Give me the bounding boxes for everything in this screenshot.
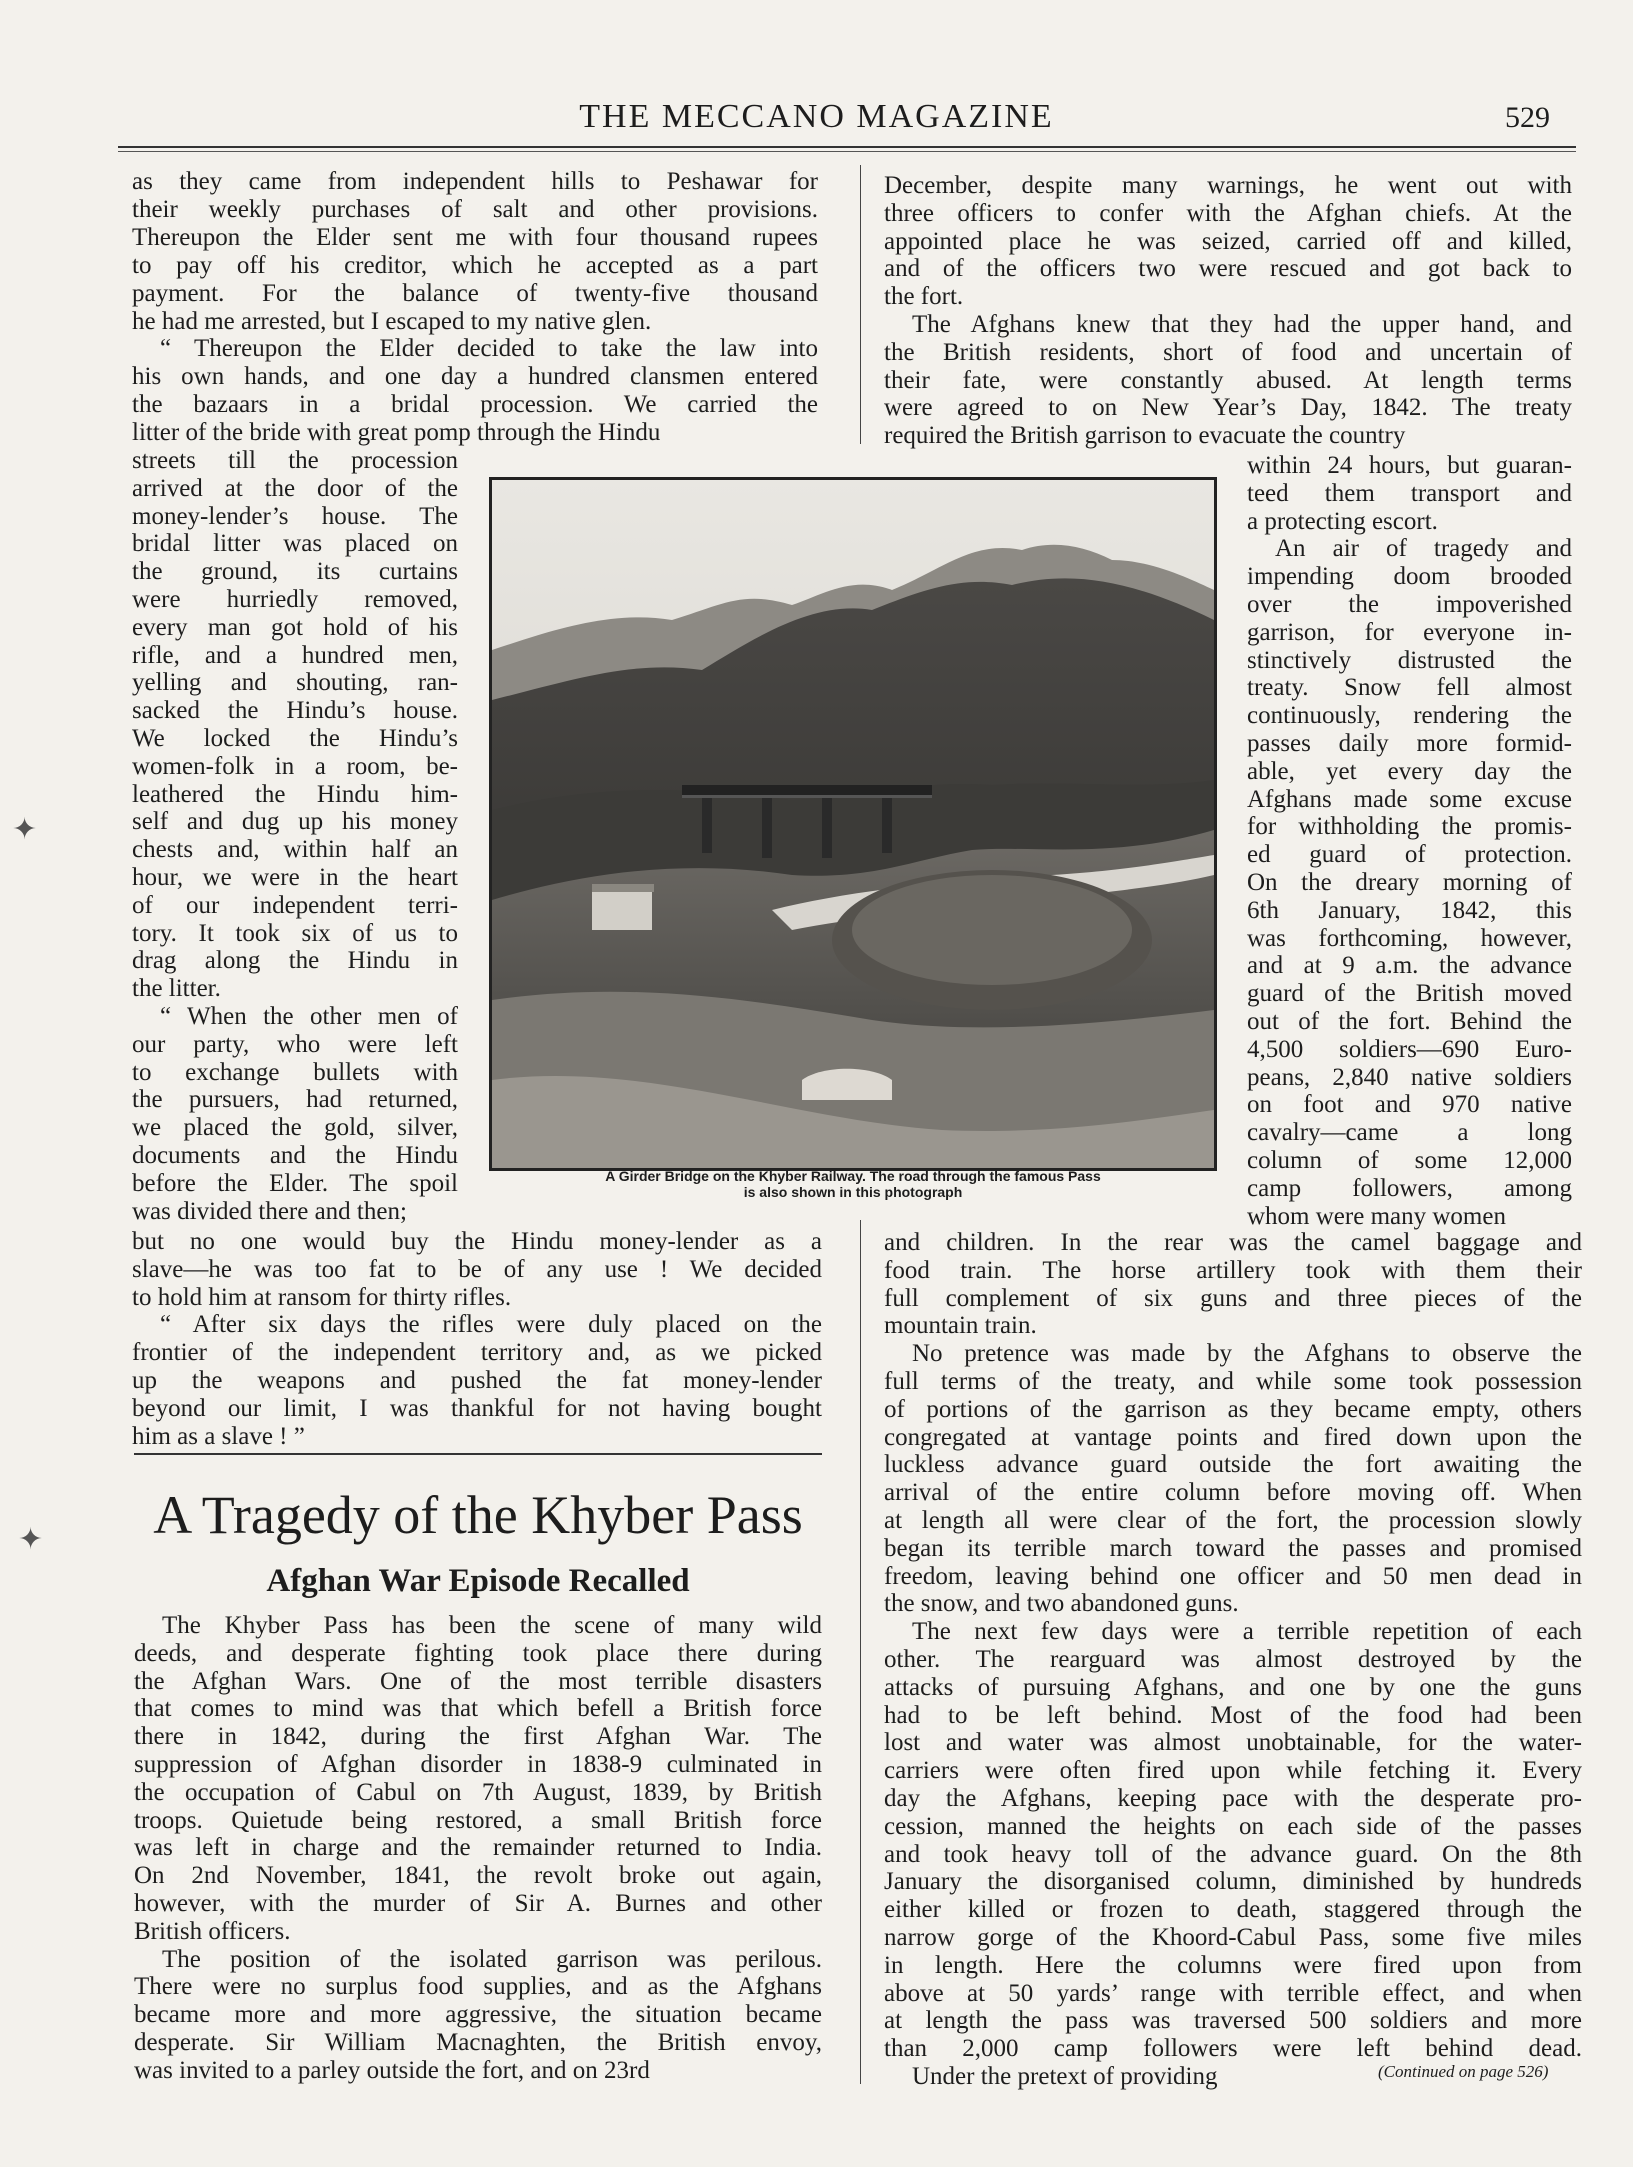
text-line: food train. The horse artillery took with them their: [884, 1256, 1582, 1284]
text-line: continuously, rendering the: [1247, 702, 1572, 730]
text-line: narrow gorge of the Khoord-Cabul Pass, some five miles: [884, 1924, 1582, 1951]
text-line: luckless advance guard outside the fort awaiting the: [884, 1451, 1582, 1479]
text-line: as they came from independent hills to Peshawar for: [132, 168, 818, 195]
text-line: troops. Quietude being restored, a small British force: [134, 1806, 822, 1834]
text-line: stinctively distrusted the: [1247, 646, 1572, 674]
text-line: tory. It took six of us to: [132, 919, 458, 947]
text-line: out of the fort. Behind the: [1247, 1008, 1572, 1035]
text-line: frontier of the independent territory and, as we picked: [132, 1339, 822, 1367]
magazine-title: THE MECCANO MAGAZINE: [579, 98, 1054, 135]
text-line: we placed the gold, silver,: [132, 1114, 458, 1142]
text-line: at length all were clear of the fort, the procession slowly: [884, 1507, 1582, 1534]
header-rule: [118, 146, 1576, 148]
text-line: on foot and 970 native: [1247, 1091, 1572, 1119]
text-line: garrison, for everyone in-: [1247, 618, 1572, 646]
page-number: 529: [1505, 101, 1550, 134]
text-line: and of the officers two were rescued and got back to: [884, 255, 1572, 283]
text-line: that comes to mind was that which befell a British force: [134, 1695, 822, 1723]
text-line: had to be left behind. Most of the food had been: [884, 1701, 1582, 1729]
text-line: there in 1842, during the first Afghan War. The: [134, 1723, 822, 1751]
text-line: sacked the Hindu’s house.: [132, 697, 458, 725]
text-line: streets till the procession: [132, 447, 458, 474]
text-line: “ After six days the rifles were duly placed on the: [160, 1311, 822, 1339]
text-line: the British residents, short of food and uncertain of: [884, 338, 1572, 366]
text-line: him as a slave ! ”: [132, 1422, 305, 1450]
text-line: 4,500 soldiers—690 Euro-: [1247, 1035, 1572, 1063]
text-line: the occupation of Cabul on 7th August, 1839, by British: [134, 1778, 822, 1806]
text-line: the snow, and two abandoned guns.: [884, 1590, 1239, 1618]
photo-caption: [489, 1168, 1217, 1200]
text-line: drag along the Hindu in: [132, 947, 458, 975]
text-line: for withholding the promis-: [1247, 813, 1572, 841]
caption-line-2: is also shown in this photograph: [743, 1184, 963, 1200]
text-line: of our independent terri-: [132, 891, 458, 919]
text-line: either killed or frozen to death, staggered through the: [884, 1896, 1582, 1924]
article-subtitle: Afghan War Episode Recalled: [266, 1563, 690, 1599]
text-line: full complement of six guns and three pieces of the: [884, 1284, 1582, 1312]
text-line: chests and, within half an: [132, 836, 458, 864]
text-line: able, yet every day the: [1247, 757, 1572, 785]
column-divider-lower: [860, 1220, 861, 2084]
text-line: however, with the murder of Sir A. Burnes and other: [134, 1890, 822, 1917]
text-line: his own hands, and one day a hundred clansmen entered: [132, 363, 818, 391]
text-line: January the disorganised column, diminished by hundreds: [884, 1868, 1582, 1896]
text-line: day the Afghans, keeping pace with the desperate pro-: [884, 1785, 1582, 1812]
text-line: within 24 hours, but guaran-: [1247, 452, 1572, 479]
text-line: and took heavy toll of the advance guard. On the 8th: [884, 1840, 1582, 1868]
text-line: ed guard of protection.: [1247, 841, 1572, 869]
text-line: but no one would buy the Hindu money-lender as a: [132, 1228, 822, 1255]
text-line: their weekly purchases of salt and other provisions.: [132, 195, 818, 223]
text-line: payment. For the balance of twenty-five thousand: [132, 279, 818, 307]
text-line: were agreed to on New Year’s Day, 1842. The treaty: [884, 394, 1572, 422]
text-line: arrived at the door of the: [132, 474, 458, 502]
text-line: were hurriedly removed,: [132, 586, 458, 613]
text-line: our party, who were left: [132, 1030, 458, 1058]
article-title: A Tragedy of the Khyber Pass: [153, 1485, 803, 1545]
text-line: in length. Here the columns were fired upon from: [884, 1951, 1582, 1979]
text-line: whom were many women: [1247, 1202, 1506, 1230]
text-line: women-folk in a room, be-: [132, 752, 458, 780]
text-line: freedom, leaving behind one officer and 50 men dead in: [884, 1562, 1582, 1590]
text-line: he had me arrested, but I escaped to my native glen.: [132, 307, 652, 335]
text-line: of portions of the garrison as they became empty, others: [884, 1395, 1582, 1423]
text-line: appointed place he was seized, carried off and killed,: [884, 227, 1572, 255]
text-line: congregated at vantage points and fired down upon the: [884, 1423, 1582, 1451]
text-line: at length the pass was traversed 500 soldiers and more: [884, 2007, 1582, 2035]
text-line: peans, 2,840 native soldiers: [1247, 1063, 1572, 1091]
text-line: the ground, its curtains: [132, 558, 458, 586]
text-line: was divided there and then;: [132, 1197, 407, 1225]
text-line: full terms of the treaty, and while some took possession: [884, 1368, 1582, 1395]
text-line: slave—he was too fat to be of any use ! We decided: [132, 1255, 822, 1283]
text-line: cession, manned the heights on each side of the passes: [884, 1812, 1582, 1840]
text-line: rifle, and a hundred men,: [132, 641, 458, 669]
text-line: “ Thereupon the Elder decided to take the law into: [160, 335, 818, 363]
text-line: than 2,000 camp followers were left behind dead.: [884, 2035, 1582, 2063]
text-line: beyond our limit, I was thankful for not having bought: [132, 1394, 822, 1422]
text-line: camp followers, among: [1247, 1174, 1572, 1202]
text-line: Afghans made some excuse: [1247, 785, 1572, 813]
text-line: desperate. Sir William Macnaghten, the British envoy,: [134, 2029, 822, 2056]
text-line: lost and water was almost unobtainable, for the water-: [884, 1729, 1582, 1757]
text-line: impending doom brooded: [1247, 563, 1572, 591]
text-line: was left in charge and the remainder returned to India.: [134, 1834, 822, 1862]
text-line: to hold him at ransom for thirty rifles.: [132, 1283, 512, 1311]
text-line: No pretence was made by the Afghans to observe the: [912, 1340, 1582, 1368]
header-rule-thin: [118, 151, 1576, 152]
text-line: “ When the other men of: [160, 1003, 458, 1030]
text-line: carriers were often fired upon while fetching it. Every: [884, 1757, 1582, 1785]
column-divider: [860, 165, 861, 444]
text-line: three officers to confer with the Afghan chiefs. At the: [884, 199, 1572, 227]
text-line: We locked the Hindu’s: [132, 725, 458, 752]
text-line: deeds, and desperate fighting took place there during: [134, 1639, 822, 1667]
text-line: a protecting escort.: [1247, 507, 1438, 535]
text-line: teed them transport and: [1247, 479, 1572, 507]
text-line: every man got hold of his: [132, 613, 458, 641]
text-line: passes daily more formid-: [1247, 730, 1572, 757]
text-line: attacks of pursuing Afghans, and one by one the guns: [884, 1673, 1582, 1701]
text-line: The next few days were a terrible repetition of each: [912, 1618, 1582, 1646]
text-line: 6th January, 1842, this: [1247, 896, 1572, 924]
text-line: before the Elder. The spoil: [132, 1169, 458, 1197]
text-line: to pay off his creditor, which he accepted as a part: [132, 251, 818, 279]
text-line: The Afghans knew that they had the upper hand, and: [912, 311, 1572, 338]
text-line: Under the pretext of providing: [912, 2063, 1218, 2090]
text-line: bridal litter was placed on: [132, 530, 458, 558]
text-line: British officers.: [134, 1917, 291, 1945]
text-line: December, despite many warnings, he went out with: [884, 172, 1572, 199]
khyber-railway-photo: [489, 477, 1217, 1171]
text-line: On 2nd November, 1841, the revolt broke out again,: [134, 1862, 822, 1890]
text-line: and children. In the rear was the camel baggage and: [884, 1229, 1582, 1256]
text-line: suppression of Afghan disorder in 1838-9 culminated in: [134, 1751, 822, 1778]
text-line: leathered the Hindu him-: [132, 780, 458, 808]
text-line: cavalry—came a long: [1247, 1119, 1572, 1147]
text-line: above at 50 yards’ range with terrible effect, and when: [884, 1979, 1582, 2007]
text-line: up the weapons and pushed the fat money-lender: [132, 1367, 822, 1394]
text-line: Thereupon the Elder sent me with four thousand rupees: [132, 223, 818, 251]
text-line: began its terrible march toward the passes and promised: [884, 1534, 1582, 1562]
text-line: the Afghan Wars. One of the most terrible disasters: [134, 1667, 822, 1695]
margin-scan-mark: ✦: [18, 1523, 44, 1556]
text-line: hour, we were in the heart: [132, 864, 458, 891]
caption-line-1: A Girder Bridge on the Khyber Railway. The road through the famous Pass: [605, 1168, 1101, 1184]
text-line: the bazaars in a bridal procession. We carried the: [132, 391, 818, 419]
text-line: the litter.: [132, 975, 221, 1003]
text-line: money-lender’s house. The: [132, 502, 458, 530]
text-line: On the dreary morning of: [1247, 869, 1572, 896]
text-line: was forthcoming, however,: [1247, 924, 1572, 952]
text-line: litter of the bride with great pomp through the Hindu: [132, 419, 661, 447]
text-line: The position of the isolated garrison was perilous.: [162, 1945, 822, 1973]
text-line: guard of the British moved: [1247, 980, 1572, 1008]
text-line: documents and the Hindu: [132, 1142, 458, 1169]
text-line: yelling and shouting, ran-: [132, 669, 458, 697]
text-line: their fate, were constantly abused. At length terms: [884, 366, 1572, 394]
text-line: An air of tragedy and: [1275, 535, 1572, 563]
article-separator: [134, 1453, 822, 1455]
text-line: The Khyber Pass has been the scene of many wild: [162, 1612, 822, 1639]
text-line: other. The rearguard was almost destroyed by the: [884, 1646, 1582, 1673]
text-line: became more and more aggressive, the situation became: [134, 2001, 822, 2029]
margin-scan-mark: ✦: [12, 813, 38, 846]
text-line: over the impoverished: [1247, 591, 1572, 618]
text-line: self and dug up his money: [132, 808, 458, 836]
text-line: arrival of the entire column before moving off. When: [884, 1479, 1582, 1507]
text-line: mountain train.: [884, 1312, 1037, 1340]
text-line: the pursuers, had returned,: [132, 1086, 458, 1114]
text-line: and at 9 a.m. the advance: [1247, 952, 1572, 980]
photo-image: [492, 480, 1214, 1168]
text-line: to exchange bullets with: [132, 1058, 458, 1086]
text-line: treaty. Snow fell almost: [1247, 674, 1572, 702]
text-line: There were no surplus food supplies, and as the Afghans: [134, 1973, 822, 2001]
text-line: was invited to a parley outside the fort, and on 23rd: [134, 2056, 650, 2084]
text-line: column of some 12,000: [1247, 1147, 1572, 1174]
continued-note: (Continued on page 526): [1378, 2062, 1549, 2081]
text-line: required the British garrison to evacuate the country: [884, 422, 1406, 450]
text-line: the fort.: [884, 283, 964, 311]
